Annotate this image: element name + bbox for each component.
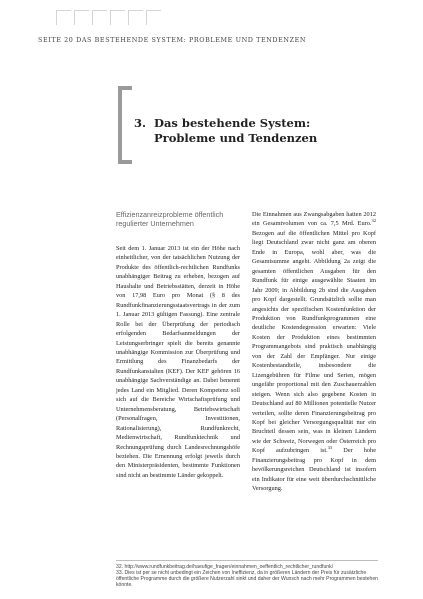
right-paragraph: [252, 210, 376, 494]
right-paragraph-mid: Bezogen auf die öffentlichen Mittel pro Kopf liegt Deutschland zwar nicht ganz am oberen Ende in Europa, wohl aber, was die Gesamtsumme angeht. Abbildung 2a zeigt die gesamten öffentlichen Ausgaben für den Rundfunk für einige ausgewählte Staaten im Jahr 2009; in Abbildung 2b sind die Ausgaben pro Kopf dargestellt. Grundsätzlich sollte man angesichts der spezifischen Kostenfunktion der Produktion von Rundfunkprogrammen eine deutliche Kostendegression erwarten: Viele Kosten der Produktion eines bestimmten Programmangebots sind praktisch unabhängig von der Zahl der Empfänger. Nur einige Kostenbestandteile, insbesondere die Lizengebühren für Filme und Serien, mögen ungefähr proportional mit den Zuschauerzahlen steigen. Wenn sich also gegebene Kosten in Deutschland auf 80 Millionen potentielle Nutzer verteilen, sollte deren Finanzierungsbeitrag pro Kopf bei gleicher Versorgungsqualität nur ein Bruchteil dessen sein, was in kleinen Ländern wie der Schweiz, Norwegen oder Österreich pro Kopf aufzubringen ist.: [252, 229, 376, 455]
right-column: [252, 210, 376, 494]
chapter-bracket-ornament: [118, 86, 132, 164]
chapter-title-line2: Probleme und Tendenzen: [154, 130, 318, 145]
left-paragraph: Seit dem 1. Januar 2013 ist ein der Höhe nach einheitlicher, von der tatsächlichen Nutzung der Produkte des öffentlich-rechtlichen Rundfunks unabhängiger Beitrag zu erheben, bezogen auf Haushalte und Betriebsstätten, derzeit in Höhe von 17,98 Euro pro Monat (§ 8 des Rundfunkfinanzierungsstaatsvertrags in der zum 1. Januar 2013 gültigen Fassung). Eine zentrale Rolle bei der Überprüfung der periodisch erfolgenden Bedarfsanmeldungen der Leistungserbringer spielt die bereits genannte unabhängige Kommission zur Überprüfung und Ermittlung des Finanzbedarfs der Rundfunkanstalten (KEF). Der KEF gehören 16 unabhängige Sachverständige an. Dabei benennt jedes Land ein Mitglied. Deren Kompetenz soll sich auf die Bereiche Wirtschaftsprüfung und Unternehmensberatung, Betriebswirtschaft (Personalfragen, Investitionen, Rationalisierung), Rundfunkrecht, Medienwirtschaft, Rundfunktechnik und Rechnungsprüfung durch Landesrechnungshöfe beziehen. Die Ernennung erfolgt jeweils durch den Ministerpräsidenten, bestimmte Funktionen sind nicht an bestimmte Länder gekoppelt.: [116, 245, 240, 479]
running-head: SEITE 20 DAS BESTEHENDE SYSTEM: PROBLEME UND TENDENZEN: [38, 36, 307, 44]
right-paragraph-end: Der hohe Finanzierungsbeitrag pro Kopf in dem bevölkerungsreichen Deutschland ist insofern ein Indikator für eine weit überdurchschnittliche Versorgung.: [252, 447, 376, 493]
footnotes: [116, 560, 378, 588]
chapter-title-line1: Das bestehende System:: [154, 116, 311, 130]
footnote-33: 33. Dies ist per se nicht unbedingt ein Zeichen von Ineffizienz, da in größeren Ländern der Preis für zusätzliche öffentliche Programme durch die größere Nutzerzahl sinkt und daher der Wunsch nach mehr Programmen bestehen könnte.: [116, 570, 378, 588]
footnote-ref-32[interactable]: 32: [371, 218, 376, 224]
section-subhead: Effizienzanreizprobleme öffentlich regulierter Unternehmen: [116, 210, 224, 228]
left-column: [116, 210, 240, 480]
right-paragraph-start: Die Einnahmen aus Zwangsabgaben hatten 2012 ein Gesamtvolumen von ca. 7,5 Mrd. Euro.: [252, 211, 376, 228]
footnote-32[interactable]: 32. http://www.rundfunkbeitrag.de/haeufige_fragen/einnahmen_oeffentlich_rechtlicher_rundfunk/: [116, 564, 334, 570]
footnote-ref-33[interactable]: 33: [327, 445, 333, 451]
chapter-number: 3.: [134, 116, 147, 130]
chapter-title: [134, 116, 384, 145]
